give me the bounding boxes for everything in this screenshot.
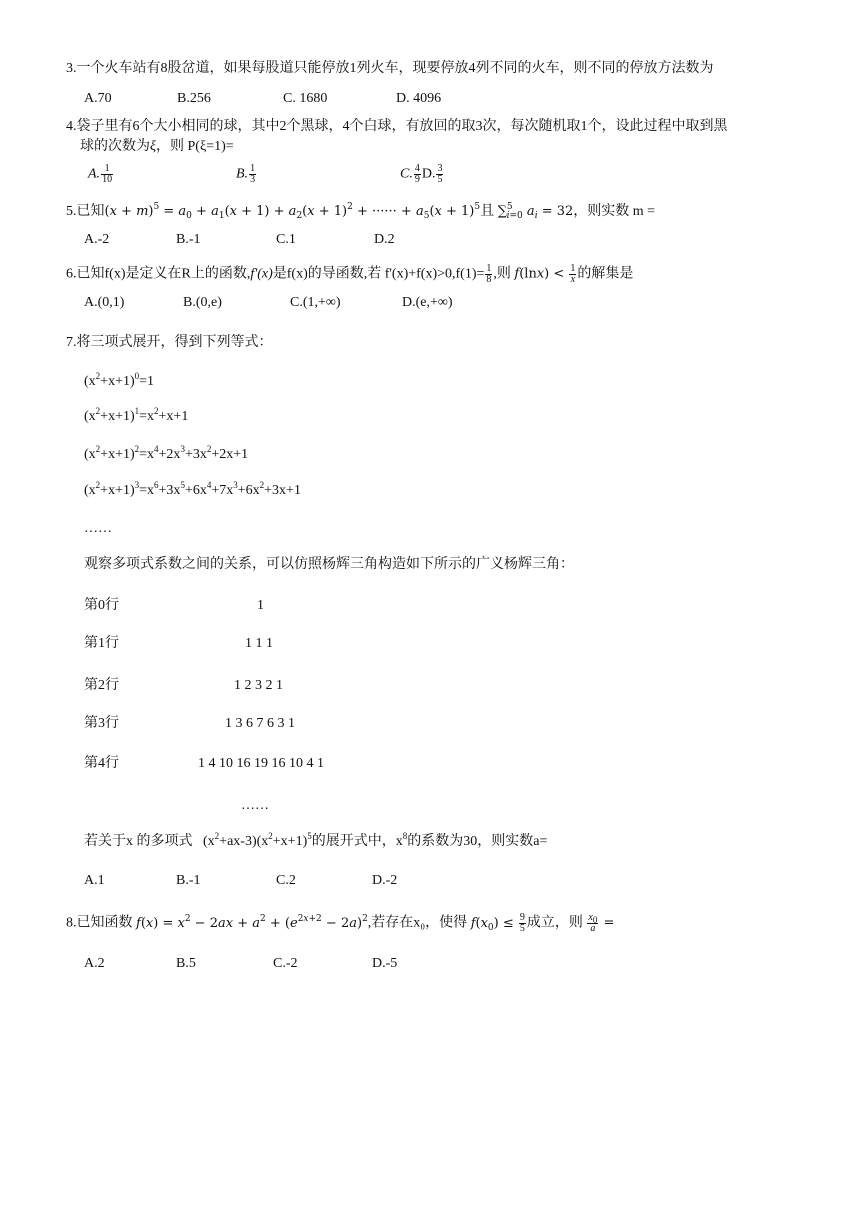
- q5-option-a: A.-2: [84, 232, 110, 247]
- q5-stem: 5.已知$(x + m)^5 = a_0 + a_1(x + 1) + a_2(x + 1)^2$ + ······ + $a_5(x + 1)^5$且 ∑$^5_{i=0}$ $a_i = 32$，则实数 m =: [66, 202, 656, 221]
- q4-stem-line2: 球的次数为ξ，则 P(ξ=1)=: [80, 139, 234, 154]
- q3-option-c: C. 1680: [283, 91, 328, 106]
- q7-option-c: C.2: [276, 873, 296, 888]
- q8-stem: 8.已知函数 $f(x) = x^2 - 2ax + a^2 + (e^{2x+2} - 2a)^2$,若存在x₀，使得 $f(x_0)$ ≤ $\frac{9}{5}$ 成立，则 $\frac{x_0}{a}$ =: [66, 912, 615, 934]
- q7-observe: 观察多项式系数之间的关系，可以仿照杨辉三角构造如下所示的广义杨辉三角：: [84, 557, 574, 572]
- q3-option-b: B.256: [177, 91, 211, 106]
- q7-rows-ellipsis: ……: [241, 798, 269, 813]
- q4-option-b: B. $\frac{1}{3}$: [236, 163, 256, 185]
- q6-stem: 6.已知f(x)是定义在R上的函数,f'(x)是f(x)的导函数,若 f'(x)+f(x)>0,f(1)= $\frac{1}{8}$ ,则 f(lnx) < $\frac{1}{x}$ 的解集是: [66, 263, 634, 285]
- q7-equation-3: $(x^2+x+1)^3=x^6+3x^5+6x^4+7x^3+6x^2+3x+1$: [84, 480, 301, 498]
- q7-ellipsis: ……: [84, 521, 112, 536]
- q4-option-a: A. $\frac{1}{10}$: [88, 163, 113, 185]
- q8-option-a: A.2: [84, 956, 105, 971]
- q7-option-a: A.1: [84, 873, 105, 888]
- q5-option-c: C.1: [276, 232, 296, 247]
- q7-row-values-3: 1 3 6 7 6 3 1: [225, 716, 295, 731]
- q6-option-d: D.(e,+∞): [402, 295, 453, 310]
- q7-equation-1: $(x^2+x+1)^1=x^2+x+1$: [84, 406, 189, 424]
- q7-row-values-4: 1 4 10 16 19 16 10 4 1: [198, 756, 324, 771]
- q7-row-values-0: 1: [257, 598, 264, 613]
- q3-stem: 3.一个火车站有8股岔道，如果每股道只能停放1列火车，现要停放4列不同的火车，则不同的停放方法数为: [66, 61, 714, 76]
- q3-option-d: D. 4096: [396, 91, 442, 106]
- q6-option-b: B.(0,e): [183, 295, 222, 310]
- q7-row-values-2: 1 2 3 2 1: [234, 678, 283, 693]
- q4-option-c-d: C. $\frac{4}{9}$ D. $\frac{3}{5}$: [400, 163, 443, 185]
- q7-row-label-0: 第0行: [84, 598, 119, 613]
- q7-row-label-1: 第1行: [84, 636, 119, 651]
- q6-option-a: A.(0,1): [84, 295, 125, 310]
- q6-option-c: C.(1,+∞): [290, 295, 341, 310]
- q7-row-values-1: 1 1 1: [245, 636, 273, 651]
- q3-option-a: A.70: [84, 91, 112, 106]
- q7-row-label-4: 第4行: [84, 756, 119, 771]
- q5-option-d: D.2: [374, 232, 395, 247]
- q7-option-b: B.-1: [176, 873, 201, 888]
- q7-row-label-2: 第2行: [84, 678, 119, 693]
- q5-option-b: B.-1: [176, 232, 201, 247]
- q7-stem: 7.将三项式展开，得到下列等式：: [66, 335, 273, 350]
- q7-option-d: D.-2: [372, 873, 398, 888]
- q7-question: 若关于x 的多项式 $(x^2+ax-3)(x^2+x+1)^5$的展开式中，$x^8$的系数为30，则实数a=: [84, 831, 548, 849]
- q8-option-c: C.-2: [273, 956, 298, 971]
- q4-stem-line1: 4.袋子里有6个大小相同的球，其中2个黑球，4个白球，有放回的取3次，每次随机取1个，设此过程中取到黑: [66, 119, 728, 134]
- q7-row-label-3: 第3行: [84, 716, 119, 731]
- q7-equation-2: $(x^2+x+1)^2=x^4+2x^3+3x^2+2x+1$: [84, 444, 249, 462]
- q8-option-d: D.-5: [372, 956, 398, 971]
- q8-option-b: B.5: [176, 956, 196, 971]
- q7-equation-0: $(x^2+x+1)^0=1$: [84, 371, 155, 389]
